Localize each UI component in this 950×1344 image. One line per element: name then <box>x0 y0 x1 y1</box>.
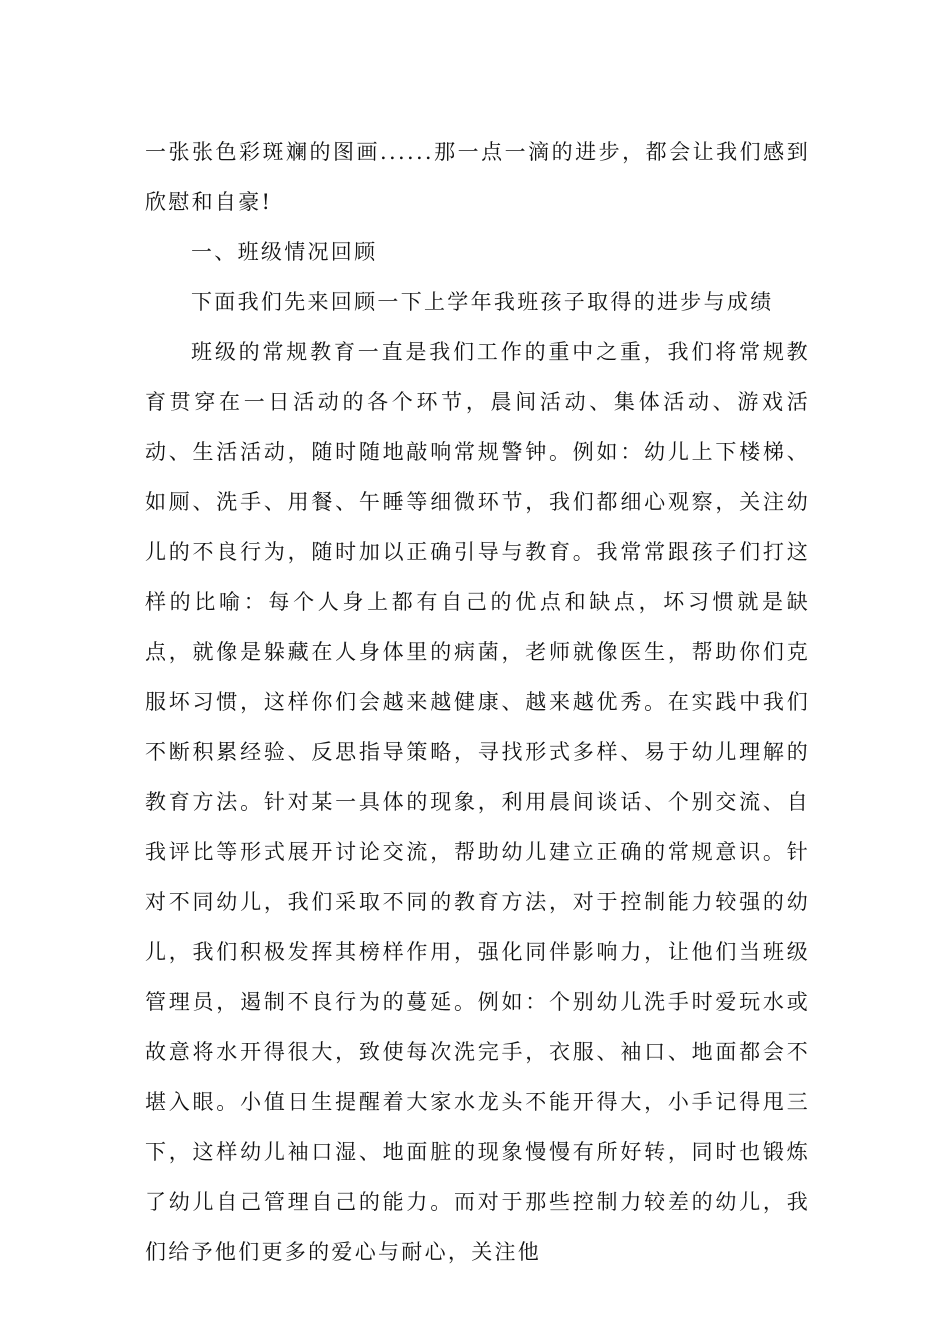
section-heading: 一、班级情况回顾 <box>191 240 378 264</box>
paragraph-intro: 下面我们先来回顾一下上学年我班孩子取得的进步与成绩 <box>191 290 774 314</box>
paragraph-body: 班级的常规教育一直是我们工作的重中之重，我们将常规教育贯穿在一日活动的各个环节，晨间活动、集体活动、游戏活动、生活活动，随时随地敲响常规警钟。例如：幼儿上下楼梯、如厕、洗手、用餐、午睡等细微环节，我们都细心观察，关注幼儿的不良行为，随时加以正确引导与教育。我常常跟孩子们打这样的比喻：每个人身上都有自己的优点和缺点，坏习惯就是缺点，就像是躲藏在人身体里的病菌，老师就像医生，帮助你们克服坏习惯，这样你们会越来越健康、越来越优秀。在实践中我们不断积累经验、反思指导策略，寻找形式多样、易于幼儿理解的教育方法。针对某一具体的现象，利用晨间谈话、个别交流、自我评比等形式展开讨论交流，帮助幼儿建立正确的常规意识。针对不同幼儿，我们采取不同的教育方法，对于控制能力较强的幼儿，我们积极发挥其榜样作用，强化同伴影响力，让他们当班级管理员，遏制不良行为的蔓延。例如：个别幼儿洗手时爱玩水或故意将水开得很大，致使每次洗完手，衣服、袖口、地面都会不堪入眼。小值日生提醒着大家水龙头不能开得大，小手记得甩三下，这样幼儿袖口湿、地面脏的现象慢慢有所好转，同时也锻炼了幼儿自己管理自己的能力。而对于那些控制力较差的幼儿，我们给予他们更多的爱心与耐心，关注他 <box>145 340 810 1264</box>
paragraph-continuation: 一张张色彩斑斓的图画......那一点一滴的进步，都会让我们感到欣慰和自豪! <box>145 140 810 214</box>
